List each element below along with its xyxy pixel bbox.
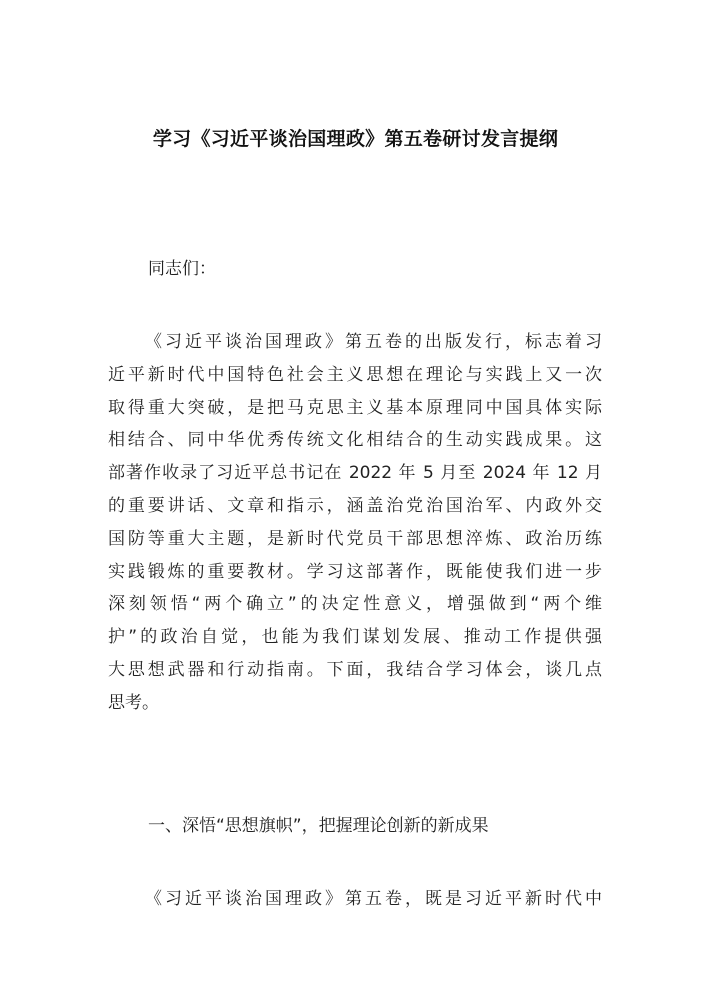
paragraph-line: 近平新时代中国特色社会主义思想在理论与实践上又一次	[108, 364, 602, 385]
document-title: 学习《习近平谈治国理政》第五卷研讨发言提纲	[152, 128, 559, 150]
paragraph-line: 实践锻炼的重要教材。学习这部著作，既能使我们进一步	[108, 561, 602, 582]
paragraph-line: 国防等重大主题，是新时代党员干部思想淬炼、政治历练	[108, 528, 602, 549]
paragraph-line: 《习近平谈治国理政》第五卷，既是习近平新时代中	[145, 889, 602, 909]
paragraph-line: 大思想武器和行动指南。下面，我结合学习体会，谈几点	[108, 659, 602, 680]
salutation: 同志们：	[148, 259, 216, 279]
paragraph-line: 部著作收录了习近平总书记在 2022 年 5 月至 2024 年 12 月	[108, 463, 602, 484]
paragraph-line: 取得重大突破，是把马克思主义基本原理同中国具体实际	[108, 397, 602, 418]
paragraph-line: 《习近平谈治国理政》第五卷的出版发行，标志着习	[145, 332, 602, 352]
section-paragraph	[108, 883, 602, 916]
intro-paragraph	[108, 326, 602, 720]
paragraph-line: 相结合、同中华优秀传统文化相结合的生动实践成果。这	[108, 430, 602, 451]
paragraph-line: 护”的政治自觉，也能为我们谋划发展、推动工作提供强	[108, 627, 602, 648]
paragraph-line: 深刻领悟“两个确立”的决定性意义，增强做到“两个维	[108, 594, 602, 615]
paragraph-line: 思考。	[108, 692, 159, 713]
section-heading: 一、深悟“思想旗帜”，把握理论创新的新成果	[148, 816, 489, 836]
paragraph-line: 的重要讲话、文章和指示，涵盖治党治国治军、内政外交	[108, 495, 602, 516]
